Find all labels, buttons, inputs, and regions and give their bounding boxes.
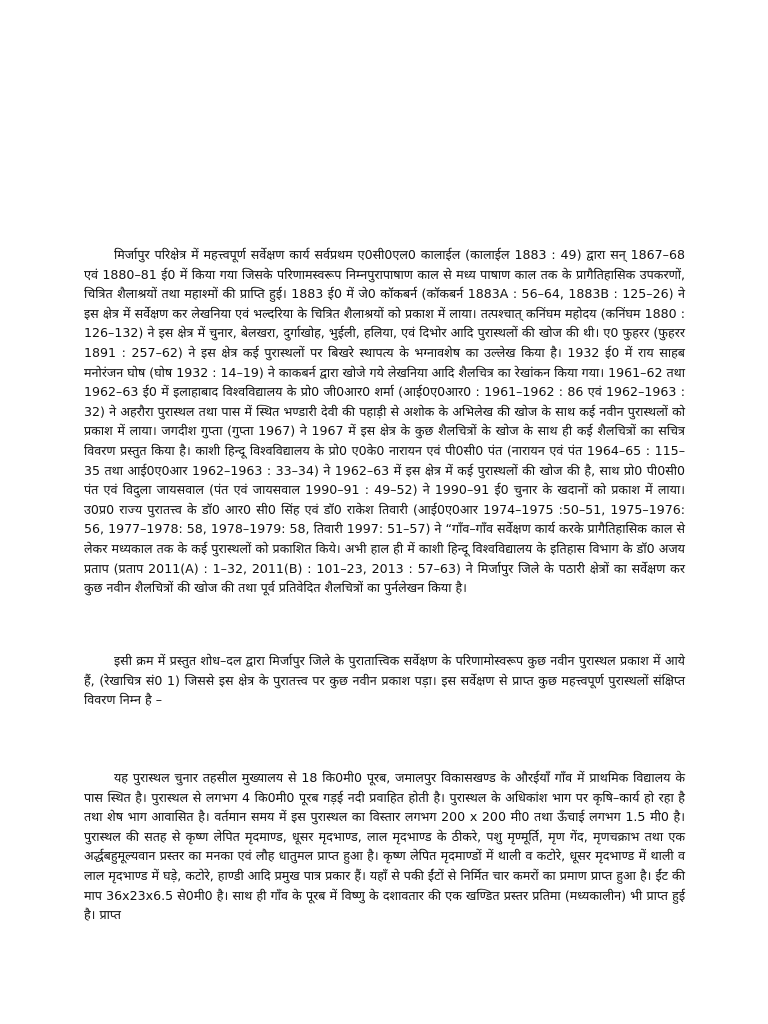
paragraph-survey-history: मिर्जापुर परिक्षेत्र में महत्त्वपूर्ण सर्वेक्षण कार्य सर्वप्रथम ए0सी0एल0 कालाईल (कालाईल 1883 : 49) द्वारा सन् 1867–68 एवं 1880–81 ई0 में किया गया जिसके परिणामस्वरूप निम्नपुरापाषाण काल से मध्य पाषाण काल तक के प्रागैतिहासिक उपकरणों, चित्रित शैलाश्रयों तथा महाश्मों की प्राप्ति हुई। 1883 ई0 में जे0 कॉकबर्न (कॉकबर्न 1883A : 56–64, 1883B : 125–26) ने इस क्षेत्र में सर्वेक्षण कर लेखनिया एवं भल्दरिया के चित्रित शैलाश्रयों को प्रकाश में लाया। तत्पश्चात् कनिंघम महोदय (कनिंघम 1880 : 126–132) ने इस क्षेत्र में चुनार, बेलखरा, दुर्गाखोह, भुईली, हलिया, एवं दिभोर आदि पुरास्थलों की खोज की थी। ए0 फुहरर (फुहरर 1891 : 257–62) ने इस क्षेत्र कई पुरास्थलों पर बिखरे स्थापत्य के भग्नावशेष का उल्लेख किया है। 1932 ई0 में राय साहब मनोरंजन घोष (घोष 1932 : 14–19) ने काकबर्न द्वारा खोजे गये लेखनिया आदि शैलचित्र का रेखांकन किया गया। 1961–62 तथा 1962–63 ई0 में इलाहाबाद विश्वविद्यालय के प्रो0 जी0आर0 शर्मा (आई0ए0आर0 : 1961–1962 : 86 एवं 1962–1963 : 32) ने अहरौरा पुरास्थल तथा पास में स्थित भण्डारी देवी की पहाड़ी से अशोक के अभिलेख की खोज के साथ कई नवीन पुरास्थलों को प्रकाश में लाया। जगदीश गुप्ता (गुप्ता 1967) ने 1967 में इस क्षेत्र के कुछ शैलचित्रों के खोज के साथ ही कई शैलचित्रों का सचित्र विवरण प्रस्तुत किया है। काशी हिन्दू विश्वविद्यालय के प्रो0 ए0के0 नारायन एवं पी0सी0 पंत (नारायन एवं पंत 1964–65 : 115–35 तथा आई0ए0आर 1962–1963 : 33–34) ने 1962–63 में इस क्षेत्र में कई पुरास्थलों की खोज की है, साथ प्रो0 पी0सी0 पंत एवं विदुला जायसवाल (पंत एवं जायसवाल 1990–91 : 49–52) ने 1990–91 ई0 चुनार के खदानों को प्रकाश में लाया। उ0प्र0 राज्य पुरातत्त्व के डॉ0 आर0 सी0 सिंह एवं डॉ0 राकेश तिवारी (आई0ए0आर 1974–1975 :50–51, 1975–1976: 56, 1977–1978: 58, 1978–1979: 58, तिवारी 1997: 51–57) ने “गाँव–गाँव सर्वेक्षण कार्य करके प्रागैतिहासिक काल से लेकर मध्यकाल तक के कई पुरास्थलों को प्रकाशित किये। अभी हाल ही में काशी हिन्दू विश्वविद्यालय के इतिहास विभाग के डॉ0 अजय प्रताप (प्रताप 2011(A) : 1–32, 2011(B) : 101–23, 2013 : 57–63) ने मिर्जापुर जिले के पठारी क्षेत्रों का सर्वेक्षण कर कुछ नवीन शैलचित्रों की खोज की तथा पूर्व प्रतिवेदित शैलचित्रों का पुर्नलेखन किया है।	[84, 247, 685, 596]
paragraph-site-description: यह पुरास्थल चुनार तहसील मुख्यालय से 18 कि0मी0 पूरब, जमालपुर विकासखण्ड के औरईयाँ गाँव में प्राथमिक विद्यालय के पास स्थित है। पुरास्थल से लगभग 4 कि0मी0 पूरब गड़ई नदी प्रवाहित होती है। पुरास्थल के अधिकांश भाग पर कृषि–कार्य हो रहा है तथा शेष भाग आवासित है। वर्तमान समय में इस पुरास्थल का विस्तार लगभग 200 x 200 मी0 तथा ऊँचाई लगभग 1.5 मी0 है। पुरास्थल की सतह से कृष्ण लेपित मृदमाण्ड, धूसर मृदभाण्ड, लाल मृदभाण्ड के ठीकरे, पशु मृण्मूर्ति, मृण गेंद, मृणचक्राभ तथा एक अर्द्धबहुमूल्यवान प्रस्तर का मनका एवं लौह धातुमल प्राप्त हुआ है। कृष्ण लेपित मृदमाण्डों में थाली व कटोरे, धूसर मृदभाण्ड में थाली व लाल मृदभाण्ड में घड़े, कटोरे, हाण्डी आदि प्रमुख पात्र प्रकार हैं। यहाँ से पकी ईंटों से निर्मित चार कमरों का प्रमाण प्राप्त हुआ है। ईंट की माप 36x23x6.5 से0मी0 है। साथ ही गाँव के पूरब में विष्णु के दशावतार की एक खण्डित प्रस्तर प्रतिमा (मध्यकालीन) भी प्राप्त हुई है। प्राप्त	[84, 770, 685, 923]
paragraph-present-survey: इसी क्रम में प्रस्तुत शोध–दल द्वारा मिर्जापुर जिले के पुरातात्त्विक सर्वेक्षण के परिणामोस्वरूप कुछ नवीन पुरास्थल प्रकाश में आये हैं, (रेखाचित्र सं0 1) जिससे इस क्षेत्र के पुरातत्त्व पर कुछ नवीन प्रकाश पड़ा। इस सर्वेक्षण से प्राप्त कुछ महत्त्वपूर्ण पुरास्थलों संक्षिप्त विवरण निम्न है –	[84, 653, 685, 708]
